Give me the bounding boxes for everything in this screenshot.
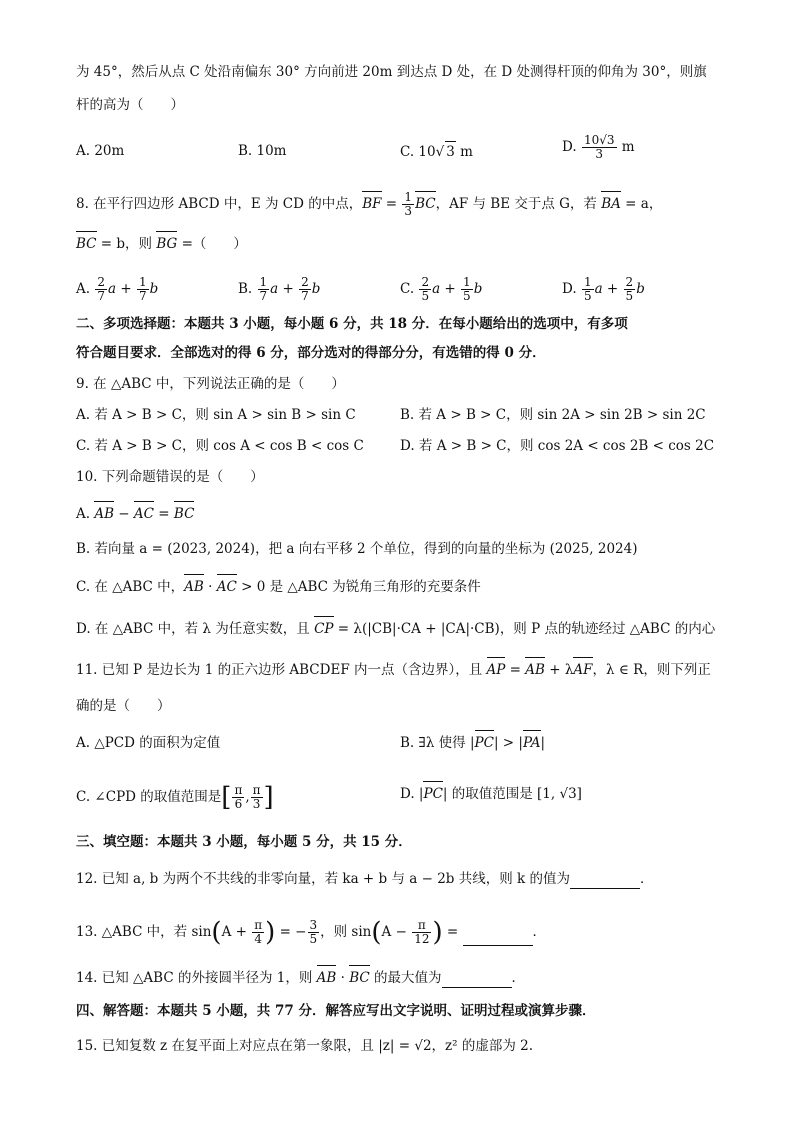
q11-option-c: C. ∠CPD 的取值范围是[ $\frac{\pi}{6}$ , $\frac{\pi}{3}$ ] [76, 782, 274, 813]
q8-option-c: C. $\frac{2}{5}$ a + $\frac{1}{5}$ b [400, 275, 483, 303]
q7-text-line2: 杆的高为（ ） [76, 97, 184, 113]
q11-option-d: D. |PC| 的取值范围是 [1, √3] [400, 786, 582, 802]
q9-stem: 9. 在 △ABC 中，下列说法正确的是（ ） [76, 376, 345, 392]
q14-text: 14. 已知 △ABC 的外接圆半径为 1，则 AB · BC 的最大值为 ． [76, 970, 526, 986]
q8-stem-line1: 8. 在平行四边形 ABCD 中，E 为 CD 的中点，BF = $\frac{1}{3}$ BC，AF 与 BE 交于点 G，若 BA = a， [76, 190, 663, 218]
q11-option-b: B. ∃λ 使得 |PC| > |PA| [400, 735, 546, 751]
q11-option-a: A. △PCD 的面积为定值 [76, 735, 221, 751]
q10-stem: 10. 下列命题错误的是（ ） [76, 469, 264, 485]
q9-option-d: D. 若 A > B > C，则 cos 2A < cos 2B < cos 2C [400, 438, 715, 454]
q11-stem-line1: 11. 已知 P 是边长为 1 的正六边形 ABCDEF 内一点（含边界），且 AP = AB + λAF，λ ∈ R，则下列正 [76, 662, 711, 678]
section2-header-line1: 二、多项选择题：本题共 3 小题，每小题 6 分，共 18 分．在每小题给出的选项中，有多项 [76, 316, 628, 332]
q8-option-d: D. $\frac{1}{5}$ a + $\frac{2}{5}$ b [562, 275, 645, 303]
q9-option-c: C. 若 A > B > C，则 cos A < cos B < cos C [76, 438, 364, 454]
q9-option-b: B. 若 A > B > C，则 sin 2A > sin 2B > sin 2C [400, 407, 706, 423]
q11-stem-line2: 确的是（ ） [76, 698, 171, 714]
q7-text-line1: 为 45°，然后从点 C 处沿南偏东 30° 方向前进 20m 到达点 D 处，在 D 处测得杆顶的仰角为 30°，则旗 [76, 64, 707, 80]
q10-option-c: C. 在 △ABC 中，AB · AC > 0 是 △ABC 为锐角三角形的充要条件 [76, 579, 481, 595]
q7-option-a: A. 20m [76, 143, 125, 159]
q13-answer-blank[interactable] [463, 931, 533, 946]
q7-option-b: B. 10m [238, 143, 287, 159]
q10-option-b: B. 若向量 a = (2023, 2024)，把 a 向右平移 2 个单位，得到的向量的坐标为 (2025, 2024) [76, 541, 638, 557]
q12-answer-blank[interactable] [570, 874, 640, 889]
q10-option-a: A. AB − AC = BC [76, 506, 195, 522]
q10-option-d: D. 在 △ABC 中，若 λ 为任意实数，且 CP = λ(|CB|·CA + |CA|·CB)，则 P 点的轨迹经过 △ABC 的内心 [76, 621, 716, 637]
q12-text: 12. 已知 a, b 为两个不共线的非零向量，若 ka + b 与 a − 2b 共线，则 k 的值为 ． [76, 871, 654, 887]
q8-option-b: B. $\frac{1}{7}$ a + $\frac{2}{7}$ b [238, 275, 321, 303]
q7-option-d: D. $\frac{10√3}{3}$ m [562, 133, 635, 161]
q8-option-a: A. $\frac{2}{7}$ a + $\frac{1}{7}$ b [76, 275, 159, 303]
section3-header: 三、填空题：本题共 3 小题，每小题 5 分，共 15 分． [76, 834, 412, 850]
q15-text: 15. 已知复数 z 在复平面上对应点在第一象限，且 |z| = √2，z² 的虚部为 2. [76, 1038, 534, 1054]
q14-answer-blank[interactable] [442, 973, 512, 988]
section4-header: 四、解答题：本题共 5 小题，共 77 分．解答应写出文字说明、证明过程或演算步骤． [76, 1003, 596, 1019]
q13-text: 13. △ABC 中，若 sin(A + $\frac{\pi}{4}$ ) = − $\frac{3}{5}$ ，则 sin(A − $\frac{\pi}{12}$ ) = ． [76, 917, 547, 948]
q8-stem-line2: BC = b，则 BG =（ ） [76, 236, 247, 252]
section2-header-line2: 符合题目要求．全部选对的得 6 分，部分选对的得部分分，有选错的得 0 分． [76, 345, 546, 361]
q9-option-a: A. 若 A > B > C，则 sin A > sin B > sin C [76, 407, 356, 423]
q7-option-c: C. 10√ 3 m [400, 141, 473, 162]
